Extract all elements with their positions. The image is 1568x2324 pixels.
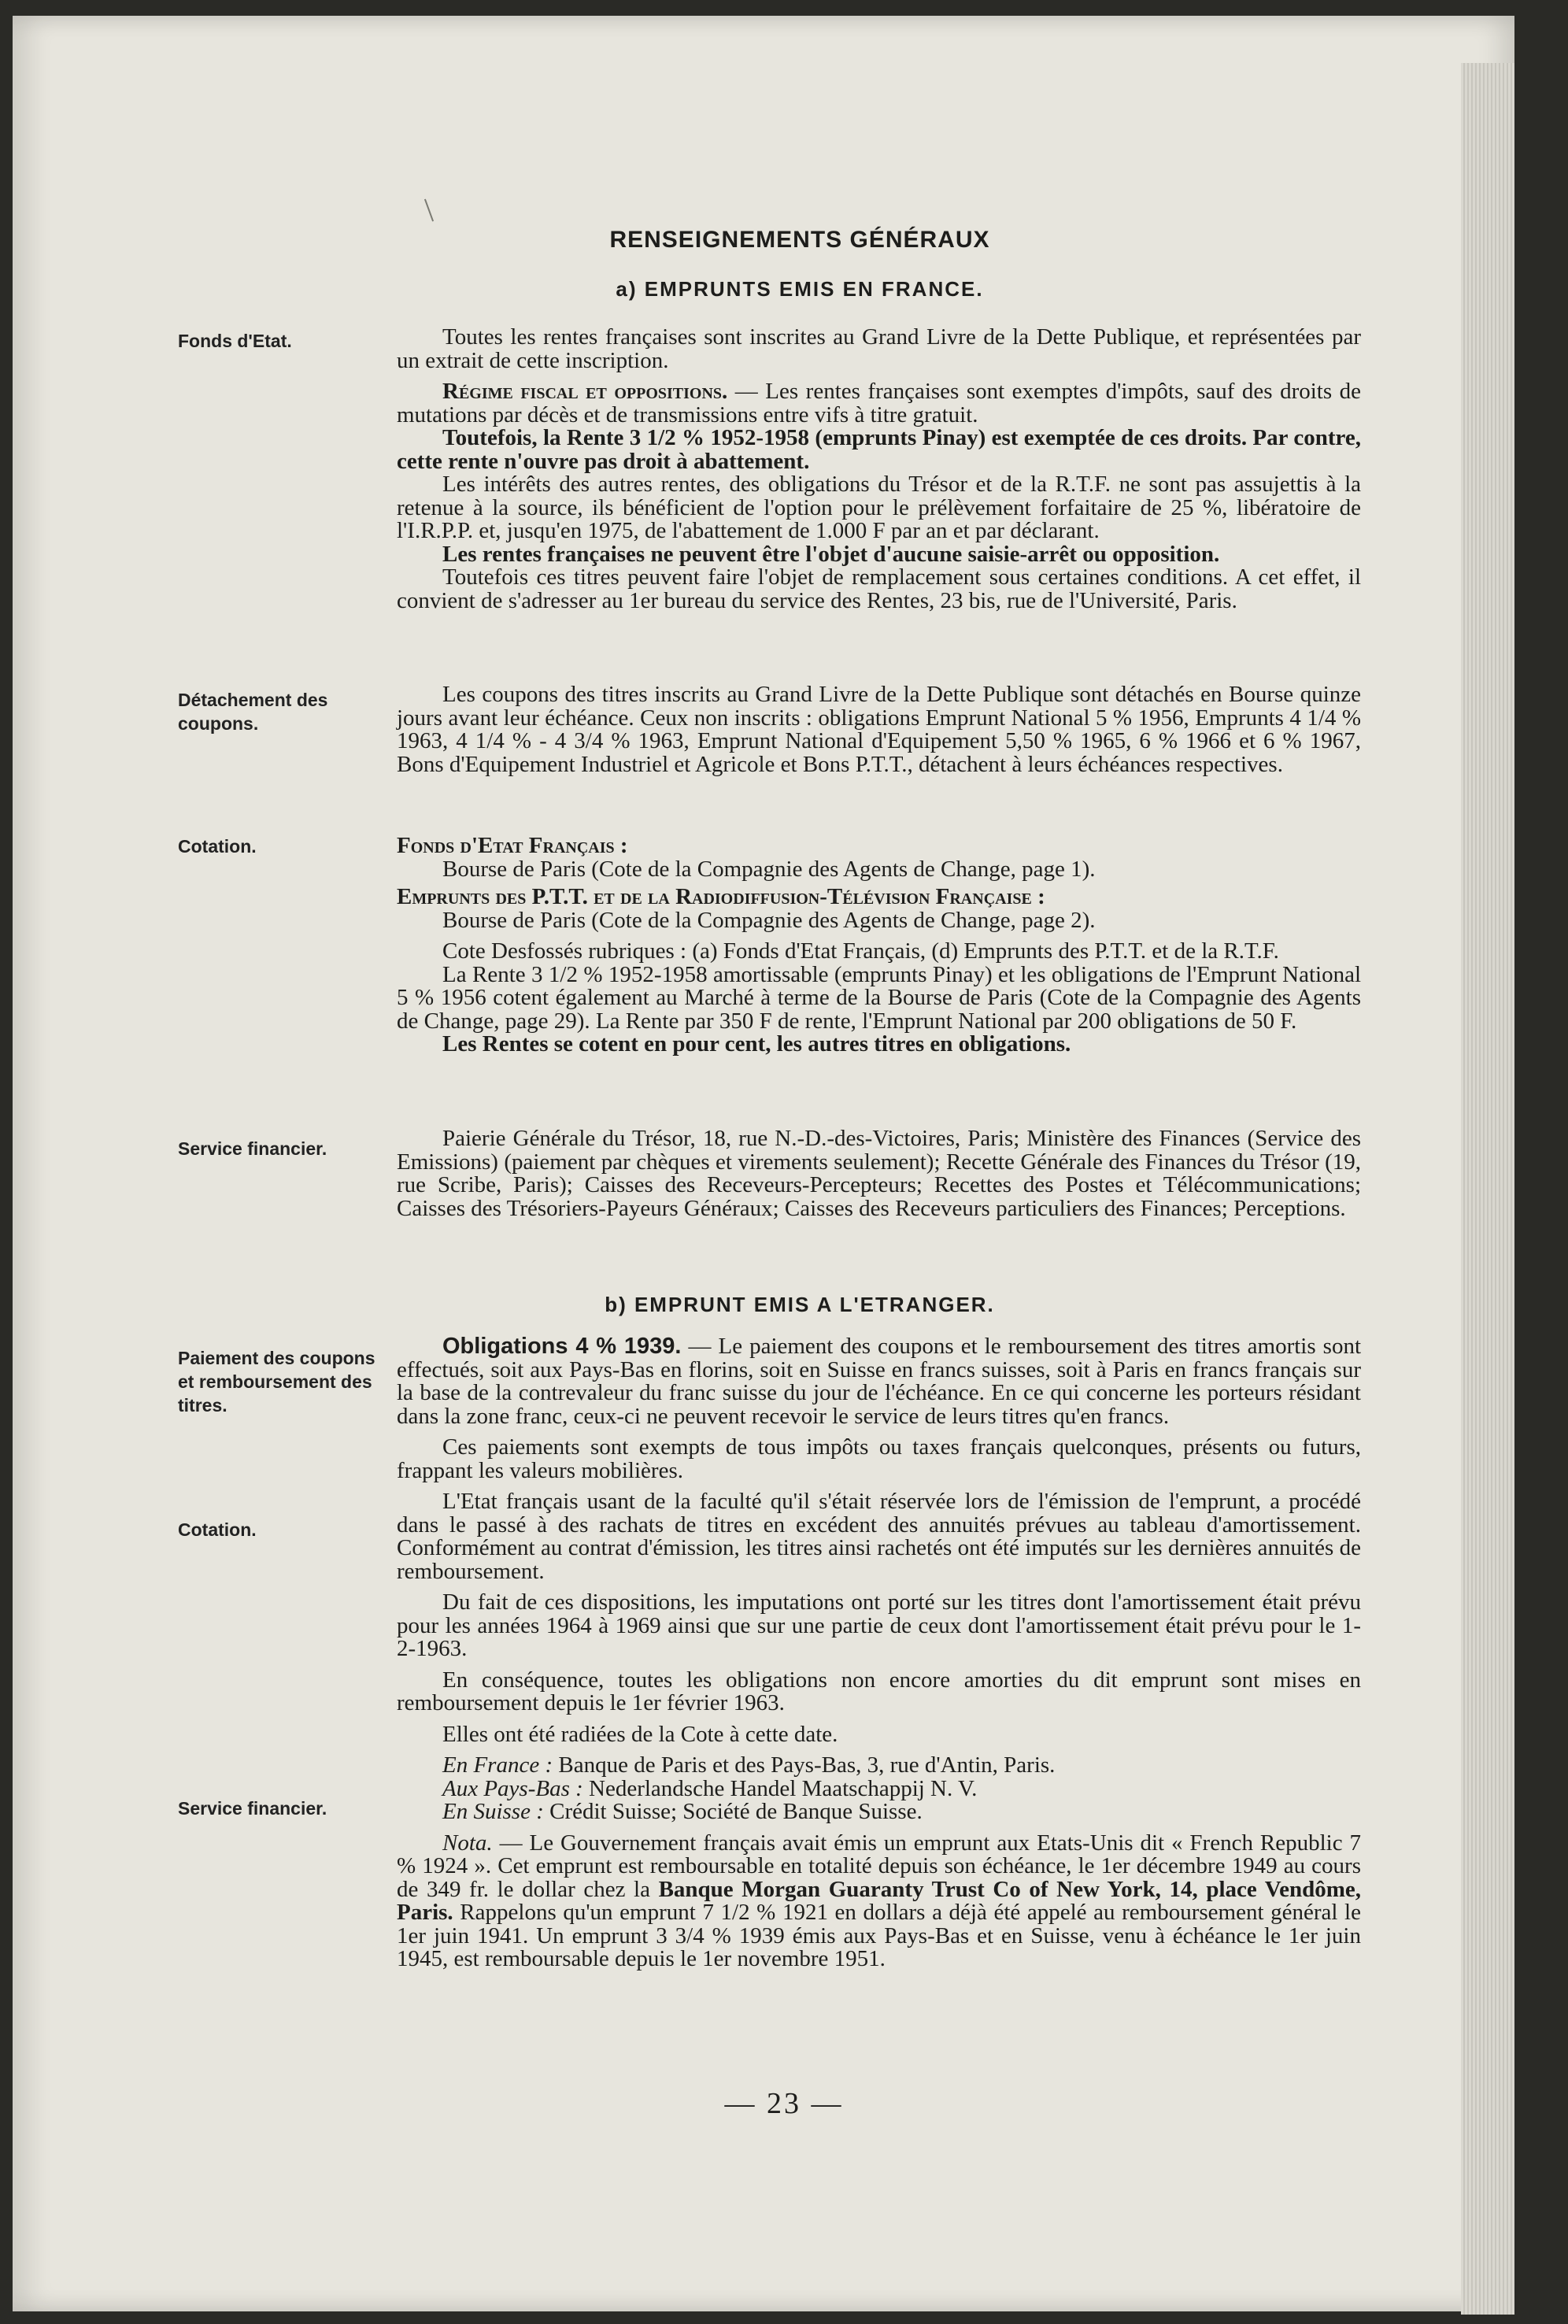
paragraph-text: Rappelons qu'un emprunt 7 1/2 % 1921 en dollars a déjà été appelé au remboursement général le 1er juin 1941. Un emprunt 3 3/4 % 1939 émis aux Pays-Bas et en Suisse, venu à échéance le 1er juin 1945, est remboursable depuis le 1er novembre 1951. — [397, 1900, 1361, 1971]
paragraph: Bourse de Paris (Cote de la Compagnie des Agents de Change, page 1). — [442, 856, 1096, 882]
cotation-text — [397, 834, 1361, 1057]
paragraph: Ces paiements sont exempts de tous impôts ou taxes français quelconques, présents ou futurs, frappant les valeurs mobilières. — [397, 1434, 1361, 1483]
margin-label-service-b: Service financier. — [178, 1798, 327, 1819]
paragraph-text: — Les rentes françaises sont exemptes d'impôts, sauf des droits de mutations par décès et de transmissions entre vifs à titre gratuit. — [397, 379, 1361, 427]
label: En Suisse : — [442, 1799, 544, 1824]
label: Aux Pays-Bas : — [442, 1775, 583, 1801]
paragraph: Les rentes françaises ne peuvent être l'objet d'aucune saisie-arrêt ou opposition. — [442, 541, 1220, 567]
detachement-text — [397, 683, 1361, 784]
paragraph — [397, 1754, 1361, 1778]
inline-heading: Régime fiscal et oppositions. — [442, 379, 728, 404]
margin-label-cotation-b: Cotation. — [178, 1519, 257, 1540]
paragraph: Paierie Générale du Trésor, 18, rue N.-D.-des-Victoires, Paris; Ministère des Finances (Service des Emissions) (paiement par chèques et virements seulement); Recette Générale des Finances du Trésor (19, rue Scribe, Paris); Caisses des Receveurs-Percepteurs; Recettes des Postes et Télécommunications; Caisses des Trésoriers-Payeurs Généraux; Caisses des Receveurs particuliers des Finances; Perceptions. — [397, 1126, 1361, 1221]
service-financier-text — [397, 1127, 1361, 1228]
paragraph: En conséquence, toutes les obligations non encore amorties du dit emprunt sont mises en remboursement depuis le 1er février 1963. — [397, 1667, 1361, 1715]
paragraph: Elles ont été radiées de la Cote à cette date. — [442, 1721, 838, 1747]
paragraph-text: — Le Gouvernement français avait émis un emprunt aux Etats-Unis dit « French Republic 7 % 1924 ». Cet emprunt est remboursable en totalité depuis son échéance, le 1er décembre 1949 au cours de 349 fr. le dollar chez la — [397, 1830, 1361, 1902]
margin-label-cotation: Cotation. — [178, 836, 257, 857]
page-title: RENSEIGNEMENTS GÉNÉRAUX — [609, 227, 990, 253]
section-b-heading: b) EMPRUNT EMIS A L'ETRANGER. — [605, 1293, 995, 1316]
paragraph: Les coupons des titres inscrits au Grand Livre de la Dette Publique sont détachés en Bourse quinze jours avant leur échéance. Ceux non inscrits : obligations Emprunt National 5 % 1956, Emprunts 4 1/4 % 1963, 4 1/4 % - 4 3/4 % 1963, Emprunt National d'Equipement 5,50 % 1965, 6 % 1966 et 6 % 1967, Bons d'Equipement Industriel et Agricole et Bons P.T.T., détachent à leurs échéances respectives. — [397, 682, 1361, 777]
margin-label-paiement: Paiement des coupons et remboursement des titres. — [178, 1348, 375, 1415]
margin-label-fonds: Fonds d'Etat. — [178, 331, 292, 351]
paragraph: Les intérêts des autres rentes, des obligations du Trésor et de la R.T.F. ne sont pas assujettis à la retenue à la source, ils bénéficient de l'option pour le prélèvement forfaitaire de 25 %, libératoire de l'I.R.P.P. et, jusqu'en 1975, de l'abattement de 1.000 F par an et par déclarant. — [397, 472, 1361, 543]
paragraph-text: — Le paiement des coupons et le remboursement des titres amortis sont effectués, soit aux Pays-Bas en florins, soit en Suisse en francs suisses, soit à Paris en francs français sur la base de la contrevaleur du franc suisse du jour de l'échéance. En ce qui concerne les porteurs résidant dans la zone franc, ceux-ci ne peuvent recevoir le service de leurs titres qu'en francs. — [397, 1334, 1362, 1429]
label: Nota. — [442, 1830, 493, 1856]
subheading: Fonds d'Etat Français : — [397, 833, 628, 858]
paragraph: L'Etat français usant de la faculté qu'il s'était réservée lors de l'émission de l'emprunt, a procédé dans le passé à des rachats de titres en excédent des annuités prévues au tableau d'amortissement. Conformément au contrat d'émission, les titres ainsi rachetés ont été imputés sur les dernières annuités de remboursement. — [397, 1489, 1361, 1584]
paragraph: La Rente 3 1/2 % 1952-1958 amortissable (emprunts Pinay) et les obligations de l'Emprunt National 5 % 1956 cotent également au Marché à terme de la Bourse de Paris (Cote de la Compagnie des Agents de Change, page 29). La Rente par 350 F de rente, l'Emprunt National par 200 obligations de 50 F. — [397, 961, 1361, 1034]
paragraph: Les Rentes se cotent en pour cent, les autres titres en obligations. — [442, 1031, 1071, 1057]
page-number: — 23 — — [724, 2087, 844, 2120]
paragraph — [397, 380, 1361, 427]
margin-label-detachement: Détachement des coupons. — [178, 690, 328, 734]
paragraph: Du fait de ces dispositions, les imputations ont porté sur les titres dont l'amortissement était prévu pour les années 1964 à 1969 ainsi que sur une partie de ceux dont l'amortissement était prévu pour le 1-2-1963. — [397, 1589, 1361, 1661]
paragraph: Toutefois ces titres peuvent faire l'objet de remplacement sous certaines conditions. A cet effet, il convient de s'adresser au 1er bureau du service des Rentes, 23 bis, rue de l'Université, Paris. — [397, 564, 1361, 613]
paragraph-text: Banque de Paris et des Pays-Bas, 3, rue d'Antin, Paris. — [553, 1752, 1056, 1778]
label: En France : — [442, 1752, 553, 1778]
paragraph-text: Crédit Suisse; Société de Banque Suisse. — [543, 1799, 923, 1824]
pencil-mark — [424, 199, 434, 222]
bank-address: Banque Morgan Guaranty Trust Co of New York, 14, place Vendôme, Paris. — [397, 1876, 1361, 1925]
paragraph: Cote Desfossés rubriques : (a) Fonds d'Etat Français, (d) Emprunts des P.T.T. et de la R.T.F. — [442, 938, 1279, 964]
nota-paragraph — [397, 1832, 1361, 1971]
fonds-detat-text — [397, 326, 1361, 612]
paragraph: Toutefois, la Rente 3 1/2 % 1952-1958 (emprunts Pinay) est exemptée de ces droits. Par contre, cette rente n'ouvre pas droit à abattement. — [397, 425, 1361, 474]
margin-label-service: Service financier. — [178, 1138, 327, 1159]
paragraph: Bourse de Paris (Cote de la Compagnie des Agents de Change, page 2). — [442, 907, 1096, 933]
paragraph-text: Nederlandsche Handel Maatschappij N. V. — [582, 1775, 978, 1801]
obligations-text — [397, 1335, 1361, 1971]
paragraph: Toutes les rentes françaises sont inscrites au Grand Livre de la Dette Publique, et représentées par un extrait de cette inscription. — [397, 324, 1361, 373]
paragraph — [397, 1800, 1361, 1824]
document-page — [13, 16, 1514, 2311]
section-a-heading: a) EMPRUNTS EMIS EN FRANCE. — [616, 277, 984, 301]
subheading: Emprunts des P.T.T. et de la Radiodiffusion-Télévision Française : — [397, 884, 1045, 909]
paragraph — [397, 1775, 1361, 1801]
page-edge — [1461, 63, 1514, 2315]
paragraph — [397, 1335, 1361, 1428]
inline-heading: Obligations 4 % 1939. — [442, 1334, 682, 1359]
